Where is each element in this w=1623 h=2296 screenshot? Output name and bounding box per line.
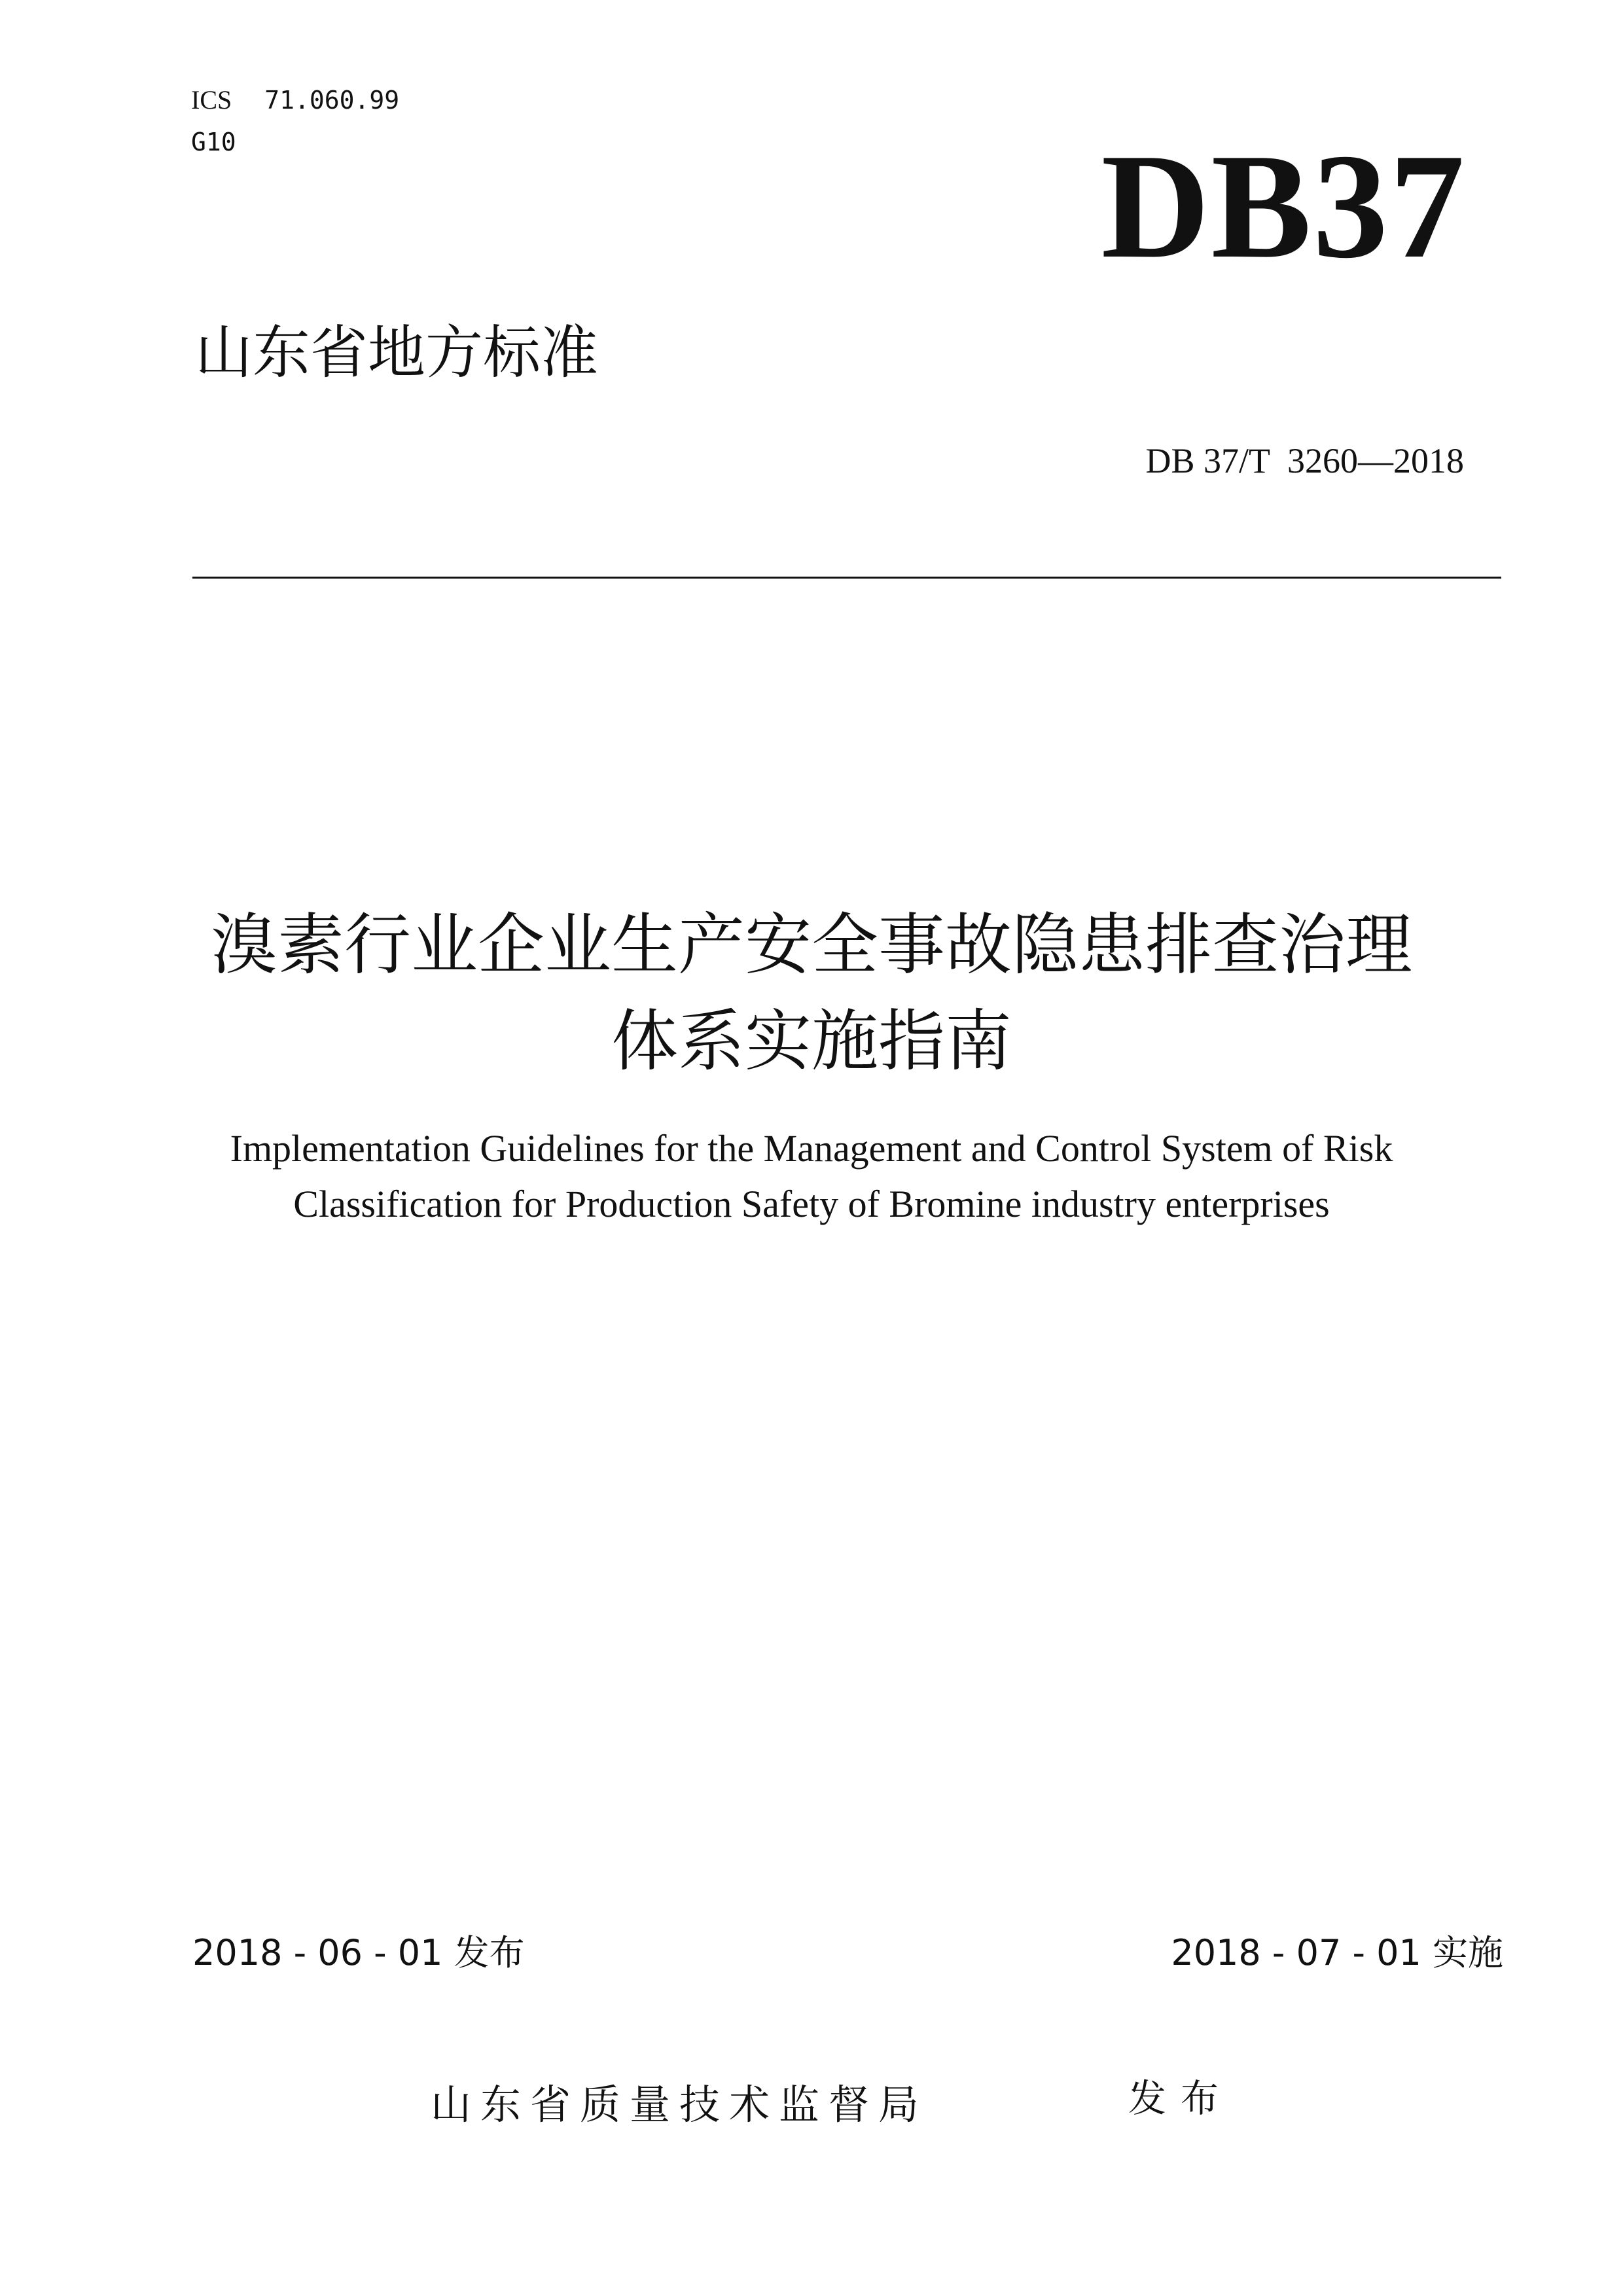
publish-date: 2018 - 06 - 01 发布 xyxy=(192,1932,525,1973)
issue-label: 发布 xyxy=(1128,2076,1234,2121)
ics-line xyxy=(191,84,399,117)
ics-code: 71.060.99 xyxy=(264,86,400,115)
ics-label: ICS xyxy=(191,85,232,115)
standard-number: DB 37/T 3260—2018 xyxy=(1145,441,1464,480)
header-divider xyxy=(192,577,1501,579)
title-en-line-2: Classification for Production Safety of Bromine industry enterprises xyxy=(293,1183,1330,1225)
classification-code: G10 xyxy=(191,128,236,156)
issuing-authority: 山东省质量技术监督局 xyxy=(431,2081,929,2128)
title-cn-line-2: 体系实施指南 xyxy=(611,1003,1012,1081)
standard-prefix: DB37 xyxy=(1101,122,1466,289)
standard-type: 山东省地方标准 xyxy=(195,319,599,386)
title-cn-line-1: 溴素行业企业生产安全事故隐患排查治理 xyxy=(211,906,1412,984)
implement-date: 2018 - 07 - 01 实施 xyxy=(1171,1932,1503,1973)
title-en-line-1: Implementation Guidelines for the Management and Control System of Risk xyxy=(230,1127,1393,1170)
